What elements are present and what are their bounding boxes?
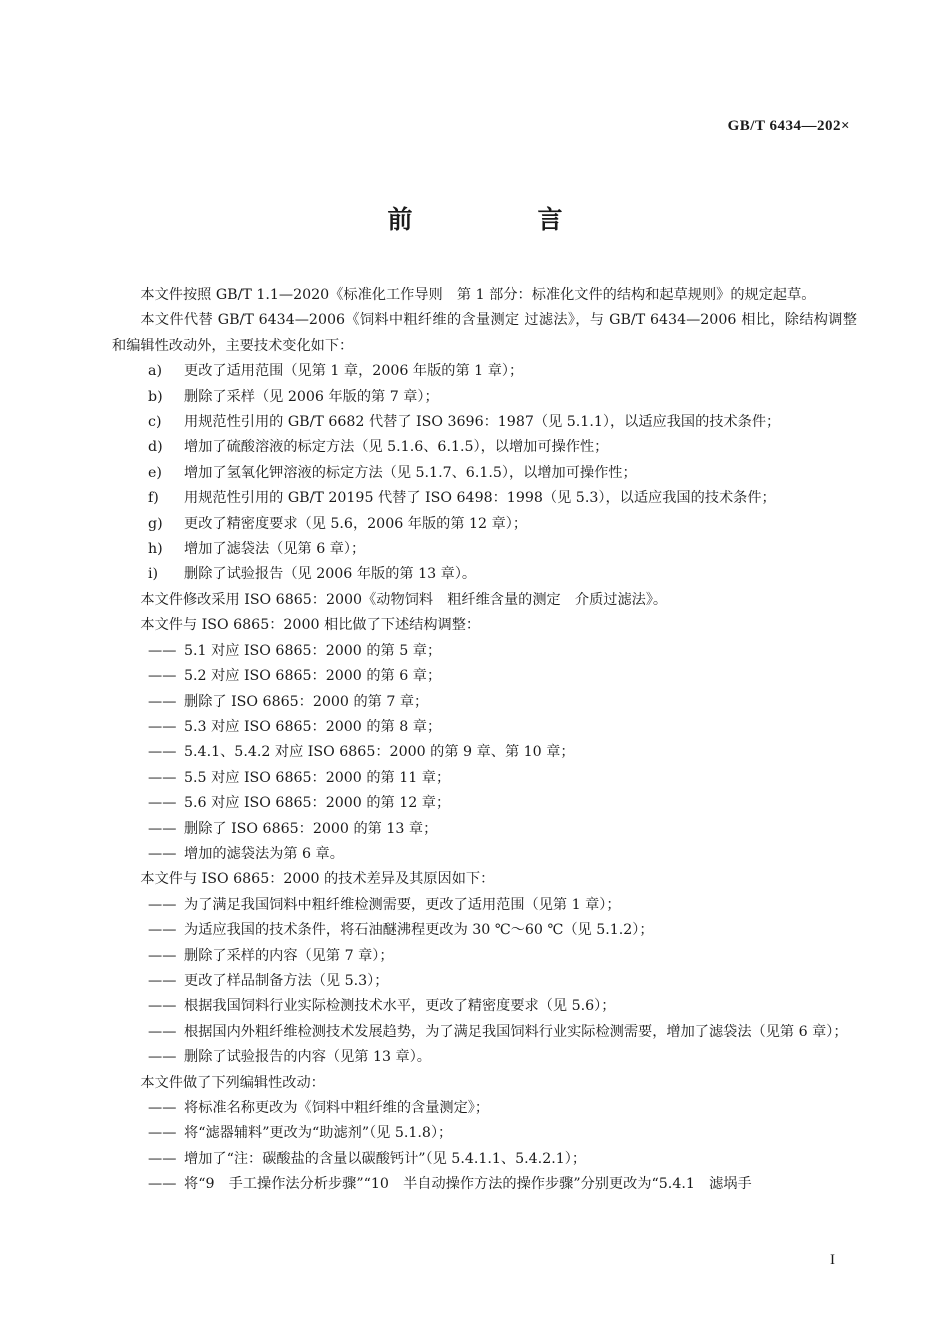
- list-marker: b): [148, 388, 163, 405]
- dash-item-text: 将“9 手工操作法分析步骤”“10 半自动操作方法的操作步骤”分别更改为“5.4.1 滤埚手: [184, 1176, 752, 1193]
- dash-marker: ——: [148, 1023, 177, 1040]
- dash-item: [148, 664, 857, 689]
- dash-marker: ——: [148, 668, 177, 685]
- dash-item: [148, 944, 857, 969]
- dash-item-text: 将“滤器辅料”更改为“助滤剂”（见 5.1.8）；: [184, 1125, 453, 1142]
- dash-item-text: 删除了试验报告的内容（见第 13 章）。: [184, 1049, 431, 1066]
- dash-item: [148, 1147, 857, 1172]
- dash-marker: ——: [148, 896, 177, 913]
- dash-item: [148, 1045, 857, 1070]
- dash-item: [148, 1172, 857, 1197]
- dash-item-text: 删除了采样的内容（见第 7 章）；: [184, 947, 394, 964]
- dash-item: [148, 842, 857, 867]
- list-marker: f): [148, 490, 159, 507]
- intro-paragraph: 本文件代替 GB/T 6434—2006《饲料中粗纤维的含量测定 过滤法》，与 GB/T 6434—2006 相比，除结构调整和编辑性改动外，主要技术变化如下：: [112, 312, 857, 354]
- document-body: [112, 283, 857, 1198]
- list-item: [148, 410, 857, 435]
- list-marker: c): [148, 414, 162, 431]
- structure-list: [112, 639, 857, 868]
- dash-item-text: 5.1 对应 ISO 6865：2000 的第 5 章；: [184, 642, 442, 659]
- list-marker: h): [148, 541, 163, 558]
- dash-item: [148, 918, 857, 943]
- list-item: [148, 359, 857, 384]
- list-item: [148, 562, 857, 587]
- list-item-text: 更改了精密度要求（见 5.6，2006 年版的第 12 章）；: [184, 515, 528, 532]
- dash-marker: ——: [148, 1125, 177, 1142]
- technical-differences-intro: 本文件与 ISO 6865：2000 的技术差异及其原因如下：: [140, 871, 495, 888]
- dash-marker: ——: [148, 998, 177, 1015]
- dash-marker: ——: [148, 845, 177, 862]
- dash-item: [148, 639, 857, 664]
- editorial-changes-intro: 本文件做了下列编辑性改动：: [140, 1074, 325, 1091]
- dash-item: [148, 1096, 857, 1121]
- dash-marker: ——: [148, 1150, 177, 1167]
- changes-list: [112, 359, 857, 588]
- dash-item: [148, 994, 857, 1019]
- dash-item-text: 将标准名称更改为《饲料中粗纤维的含量测定》；: [184, 1100, 490, 1116]
- dash-item-text: 5.6 对应 ISO 6865：2000 的第 12 章；: [184, 795, 451, 812]
- dash-marker: ——: [148, 795, 177, 812]
- dash-marker: ——: [148, 744, 177, 761]
- standard-code: GB/T 6434—202×: [727, 118, 850, 134]
- dash-item-text: 删除了 ISO 6865：2000 的第 13 章；: [184, 820, 438, 837]
- dash-marker: ——: [148, 820, 177, 837]
- dash-item-text: 根据我国饲料行业实际检测技术水平，更改了精密度要求（见 5.6）；: [184, 998, 616, 1015]
- dash-item-text: 为了满足我国饲料中粗纤维检测需要，更改了适用范围（见第 1 章）；: [184, 896, 621, 913]
- intro-paragraph: 本文件按照 GB/T 1.1—2020《标准化工作导则 第 1 部分：标准化文件的结构和起草规则》的规定起草。: [140, 287, 816, 303]
- dash-item-text: 5.4.1、5.4.2 对应 ISO 6865：2000 的第 9 章、第 10 章；: [184, 744, 575, 761]
- list-item: [148, 537, 857, 562]
- dash-marker: ——: [148, 1100, 177, 1116]
- dash-item: [148, 740, 857, 765]
- dash-marker: ——: [148, 947, 177, 964]
- list-marker: i): [148, 566, 159, 583]
- dash-item: [148, 690, 857, 715]
- dash-item-text: 5.3 对应 ISO 6865：2000 的第 8 章；: [184, 718, 442, 735]
- structure-intro: 本文件与 ISO 6865：2000 相比做了下述结构调整：: [140, 617, 481, 634]
- dash-item: [148, 766, 857, 791]
- dash-item: [148, 1121, 857, 1146]
- list-item-text: 删除了采样（见 2006 年版的第 7 章）；: [184, 388, 439, 405]
- page-number: I: [830, 1252, 835, 1268]
- adoption-paragraph: 本文件修改采用 ISO 6865：2000《动物饲料 粗纤维含量的测定 介质过滤法》。: [140, 591, 668, 608]
- dash-item-text: 5.2 对应 ISO 6865：2000 的第 6 章；: [184, 668, 442, 685]
- dash-marker: ——: [148, 922, 177, 939]
- list-marker: d): [148, 439, 163, 456]
- list-item: [148, 486, 857, 511]
- dash-item-text: 增加的滤袋法为第 6 章。: [184, 845, 344, 862]
- dash-marker: ——: [148, 972, 177, 989]
- technical-differences-list: [112, 893, 857, 1071]
- dash-marker: ——: [148, 1049, 177, 1066]
- list-item-text: 更改了适用范围（见第 1 章，2006 年版的第 1 章）；: [184, 363, 524, 380]
- dash-item: [148, 817, 857, 842]
- dash-item-text: 增加了“注：碳酸盐的含量以碳酸钙计”（见 5.4.1.1、5.4.2.1）；: [184, 1150, 587, 1167]
- dash-item: [148, 791, 857, 816]
- list-item-text: 增加了硫酸溶液的标定方法（见 5.1.6、6.1.5），以增加可操作性；: [184, 439, 609, 456]
- list-item-text: 用规范性引用的 GB/T 6682 代替了 ISO 3696：1987（见 5.1.1），以适应我国的技术条件；: [184, 414, 781, 431]
- list-item: [148, 435, 857, 460]
- dash-marker: ——: [148, 1176, 177, 1193]
- dash-marker: ——: [148, 642, 177, 659]
- dash-marker: ——: [148, 769, 177, 786]
- list-marker: e): [148, 464, 162, 481]
- dash-item-text: 更改了样品制备方法（见 5.3）；: [184, 972, 389, 989]
- dash-item: [148, 969, 857, 994]
- dash-item-text: 删除了 ISO 6865：2000 的第 7 章；: [184, 693, 429, 710]
- list-item: [148, 385, 857, 410]
- dash-item: [148, 1020, 857, 1045]
- dash-item: [148, 715, 857, 740]
- dash-item: [148, 893, 857, 918]
- list-item-text: 增加了氢氧化钾溶液的标定方法（见 5.1.7、6.1.5），以增加可操作性；: [184, 464, 637, 481]
- page-title: 前 言: [387, 205, 613, 234]
- list-marker: g): [148, 515, 163, 532]
- dash-item-text: 根据国内外粗纤维检测技术发展趋势，为了满足我国饲料行业实际检测需要，增加了滤袋法（见第 6 章）；: [184, 1023, 848, 1040]
- editorial-changes-list: [112, 1096, 857, 1198]
- list-item: [148, 512, 857, 537]
- list-marker: a): [148, 363, 162, 380]
- list-item-text: 增加了滤袋法（见第 6 章）；: [184, 541, 366, 558]
- list-item-text: 删除了试验报告（见 2006 年版的第 13 章）。: [184, 566, 477, 583]
- dash-item-text: 5.5 对应 ISO 6865：2000 的第 11 章；: [184, 769, 451, 786]
- list-item-text: 用规范性引用的 GB/T 20195 代替了 ISO 6498：1998（见 5.3），以适应我国的技术条件；: [184, 490, 776, 507]
- dash-marker: ——: [148, 718, 177, 735]
- dash-marker: ——: [148, 693, 177, 710]
- list-item: [148, 461, 857, 486]
- dash-item-text: 为适应我国的技术条件，将石油醚沸程更改为 30 ℃～60 ℃（见 5.1.2）；: [184, 922, 654, 939]
